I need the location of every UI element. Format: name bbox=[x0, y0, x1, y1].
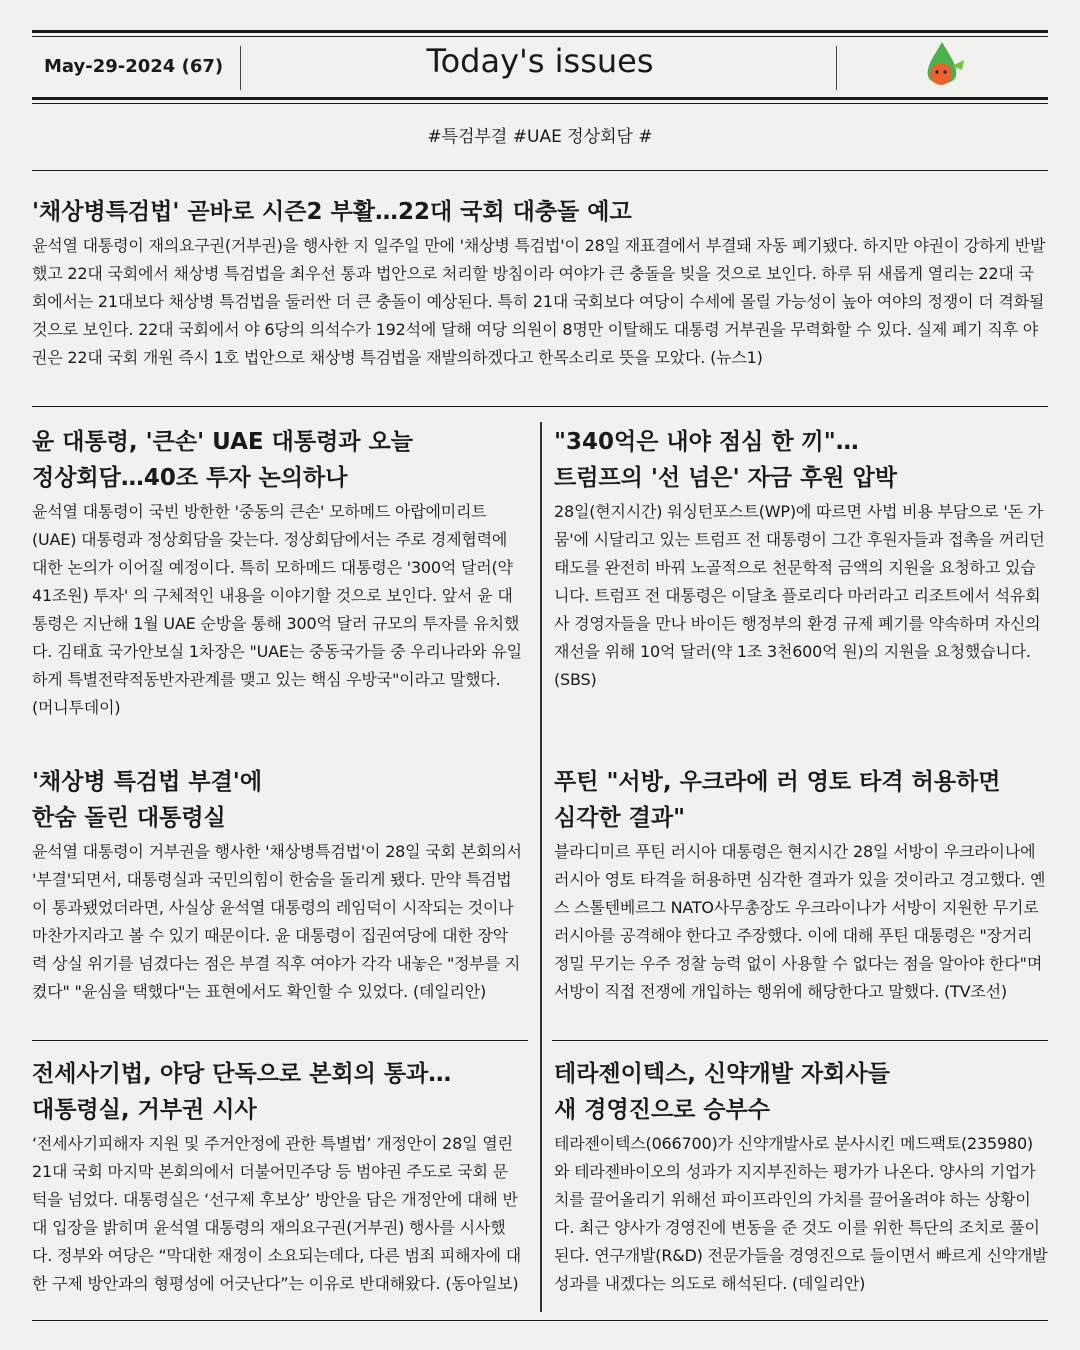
issue-date: May-29-2024 (67) bbox=[44, 56, 224, 77]
left-section-rule bbox=[32, 1040, 528, 1041]
article-body: 28일(현지시간) 워싱턴포스트(WP)에 따르면 사법 비용 부담으로 '돈 가뭄'에 시달리고 있는 트럼프 전 대통령이 그간 후원자들과 접촉을 꺼리던 태도를 완전히 바꿔 노골적으로 천문학적 금액의 지원을 요청하고 있습니다. 트럼프 전 대통령은 이달초 플로리다 마러라고 리조트에서 석유회사 경영자들을 만나 바이든 행정부의 환경 규제 폐기를 약속하며 자신의 재선을 위해 10억 달러(약 1조 3천600억 원)의 지원을 요청했습니다. (SBS) bbox=[554, 502, 1045, 689]
right-section-rule bbox=[552, 1040, 1048, 1041]
headline-line: "340억은 내야 점심 한 끼"… bbox=[554, 429, 859, 455]
article-left-1 bbox=[32, 424, 522, 722]
headline bbox=[32, 1056, 522, 1128]
article-right-2 bbox=[554, 764, 1048, 1006]
article-left-3 bbox=[32, 1056, 522, 1298]
header-separator-right bbox=[836, 46, 837, 90]
header-top-rule-thin bbox=[32, 36, 1048, 37]
headline-line: 새 경영진으로 승부수 bbox=[554, 1097, 770, 1123]
header-top-rule-thick bbox=[32, 30, 1048, 33]
section-rule bbox=[32, 406, 1048, 407]
headline: '채상병특검법' 곧바로 시즌2 부활…22대 국회 대충돌 예고 bbox=[32, 199, 632, 225]
article-body: 블라디미르 푸틴 러시아 대통령은 현지시간 28일 서방이 우크라이나에 러시아 영토 타격을 허용하면 심각한 결과가 있을 것이라고 경고했다. 옌스 스톨텐베르그 NATO사무총장도 우크라이나가 서방이 지원한 무기로 러시아를 공격해야 한다고 주장했다. 이에 대해 푸틴 대통령은 "장거리 정밀 무기는 우주 정찰 능력 없이 사용할 수 없다는 점을 알아야 한다"며 서방이 직접 전쟁에 개입하는 행위에 해당한다고 말했다. (TV조선) bbox=[554, 842, 1046, 1001]
article-body: 테라젠이텍스(066700)가 신약개발사로 분사시킨 메드팩토(235980)와 테라젠바이오의 성과가 지지부진하는 평가가 나온다. 양사의 기업가치를 끌어올리기 위해선 파이프라인의 가치를 끌어올려야 하는 상황이다. 최근 양사가 경영진에 변동을 준 것도 이를 위한 특단의 조치로 풀이된다. 연구개발(R&D) 전문가들을 경영진으로 들이면서 빠르게 신약개발 성과를 내겠다는 의도로 해석된다. (데일리안) bbox=[554, 1134, 1048, 1293]
tags-rule bbox=[32, 170, 1048, 171]
article-top bbox=[32, 194, 1048, 372]
page-title: Today's issues bbox=[426, 42, 654, 80]
article-body: 윤석열 대통령이 거부권을 행사한 '채상병특검법'이 28일 국회 본회의서 '부결'되면서, 대통령실과 국민의힘이 한숨을 돌리게 됐다. 만약 특검법이 통과됐었더라면, 사실상 윤석열 대통령의 레임덕이 시작되는 것이나 마찬가지라고 볼 수 있기 때문이다. 윤 대통령이 집권여당에 대한 장악력 상실 위기를 넘겼다는 점은 부결 직후 여야가 각각 내놓은 "정부를 지켰다" "윤심을 택했다"는 표현에서도 확인할 수 있었다. (데일리안) bbox=[32, 842, 522, 1001]
headline-line: 한숨 돌린 대통령실 bbox=[32, 805, 226, 831]
article-right-1 bbox=[554, 424, 1048, 694]
header-bottom-rule-thin bbox=[32, 103, 1048, 104]
headline bbox=[554, 424, 1048, 496]
headline-line: 트럼프의 '선 넘은' 자금 후원 압박 bbox=[554, 465, 897, 491]
headline bbox=[554, 764, 1048, 836]
headline-line: 테라젠이텍스, 신약개발 자회사들 bbox=[554, 1061, 890, 1087]
headline-line: 대통령실, 거부권 시사 bbox=[32, 1097, 257, 1123]
headline bbox=[554, 1056, 1048, 1128]
headline-line: '채상병 특검법 부결'에 bbox=[32, 769, 263, 795]
article-left-2 bbox=[32, 764, 522, 1006]
headline-line: 전세사기법, 야당 단독으로 본회의 통과… bbox=[32, 1061, 452, 1087]
headline-line: 푸틴 "서방, 우크라에 러 영토 타격 허용하면 bbox=[554, 769, 1001, 795]
article-right-3 bbox=[554, 1056, 1048, 1298]
headline-line: 윤 대통령, '큰손' UAE 대통령과 오늘 bbox=[32, 429, 413, 455]
brand-logo-icon bbox=[916, 40, 968, 90]
article-body: ‘전세사기피해자 지원 및 주거안정에 관한 특별법’ 개정안이 28일 열린 21대 국회 마지막 본회의에서 더불어민주당 등 범야권 주도로 국회 문턱을 넘었다. 대통령실은 ‘선구제 후보상’ 방안을 담은 개정안에 대해 반대 입장을 밝히며 윤석열 대통령의 재의요구권(거부권) 행사를 시사했다. 정부와 여당은 “막대한 재정이 소요되는데다, 다른 범죄 피해자에 대한 구제 방안과의 형평성에 어긋난다”는 이유로 반대해왔다. (동아일보) bbox=[32, 1134, 522, 1293]
article-body: 윤석열 대통령이 국빈 방한한 '중동의 큰손' 모하메드 아랍에미리트(UAE) 대통령과 정상회담을 갖는다. 정상회담에서는 주로 경제협력에 대한 논의가 이어질 예정이다. 특히 모하메드 대통령은 '300억 달러(약 41조원) 투자' 의 구체적인 내용을 이야기할 것으로 보인다. 앞서 윤 대통령은 지난해 1월 UAE 순방을 통해 300억 달러 규모의 투자를 유치했다. 김태효 국가안보실 1차장은 "UAE는 중동국가들 중 우리나라와 유일하게 특별전략적동반자관계를 맺고 있는 핵심 우방국"이라고 말했다. (머니투데이) bbox=[32, 502, 522, 717]
headline bbox=[32, 424, 522, 496]
header-bottom-rule-thick bbox=[32, 97, 1048, 100]
hashtags: #특검부결 #UAE 정상회담 # bbox=[427, 127, 653, 147]
column-divider bbox=[540, 422, 542, 1312]
headline-line: 심각한 결과" bbox=[554, 805, 686, 831]
article-body: 윤석열 대통령이 재의요구권(거부권)을 행사한 지 일주일 만에 '채상병 특검법'이 28일 재표결에서 부결돼 자동 폐기됐다. 하지만 야권이 강하게 반발했고 22대 국회에서 채상병 특검법을 최우선 통과 법안으로 처리할 방침이라 여야가 큰 충돌을 빚을 것으로 보인다. 하루 뒤 새롭게 열리는 22대 국회에서는 21대보다 채상병 특검법을 둘러싼 더 큰 충돌이 예상된다. 특히 21대 국회보다 여당이 수세에 몰릴 가능성이 높아 여야의 정쟁이 더 격화될 것으로 보인다. 22대 국회에서 야 6당의 의석수가 192석에 달해 여당 의원이 8명만 이탈해도 대통령 거부권을 무력화할 수 있다. 실제 폐기 직후 야권은 22대 국회 개원 즉시 1호 법안으로 채상병 특검법을 재발의하겠다고 한목소리로 뜻을 모았다. (뉴스1) bbox=[32, 236, 1046, 367]
footer-rule bbox=[32, 1320, 1048, 1321]
headline bbox=[32, 764, 522, 836]
headline-line: 정상회담…40조 투자 논의하나 bbox=[32, 465, 348, 491]
